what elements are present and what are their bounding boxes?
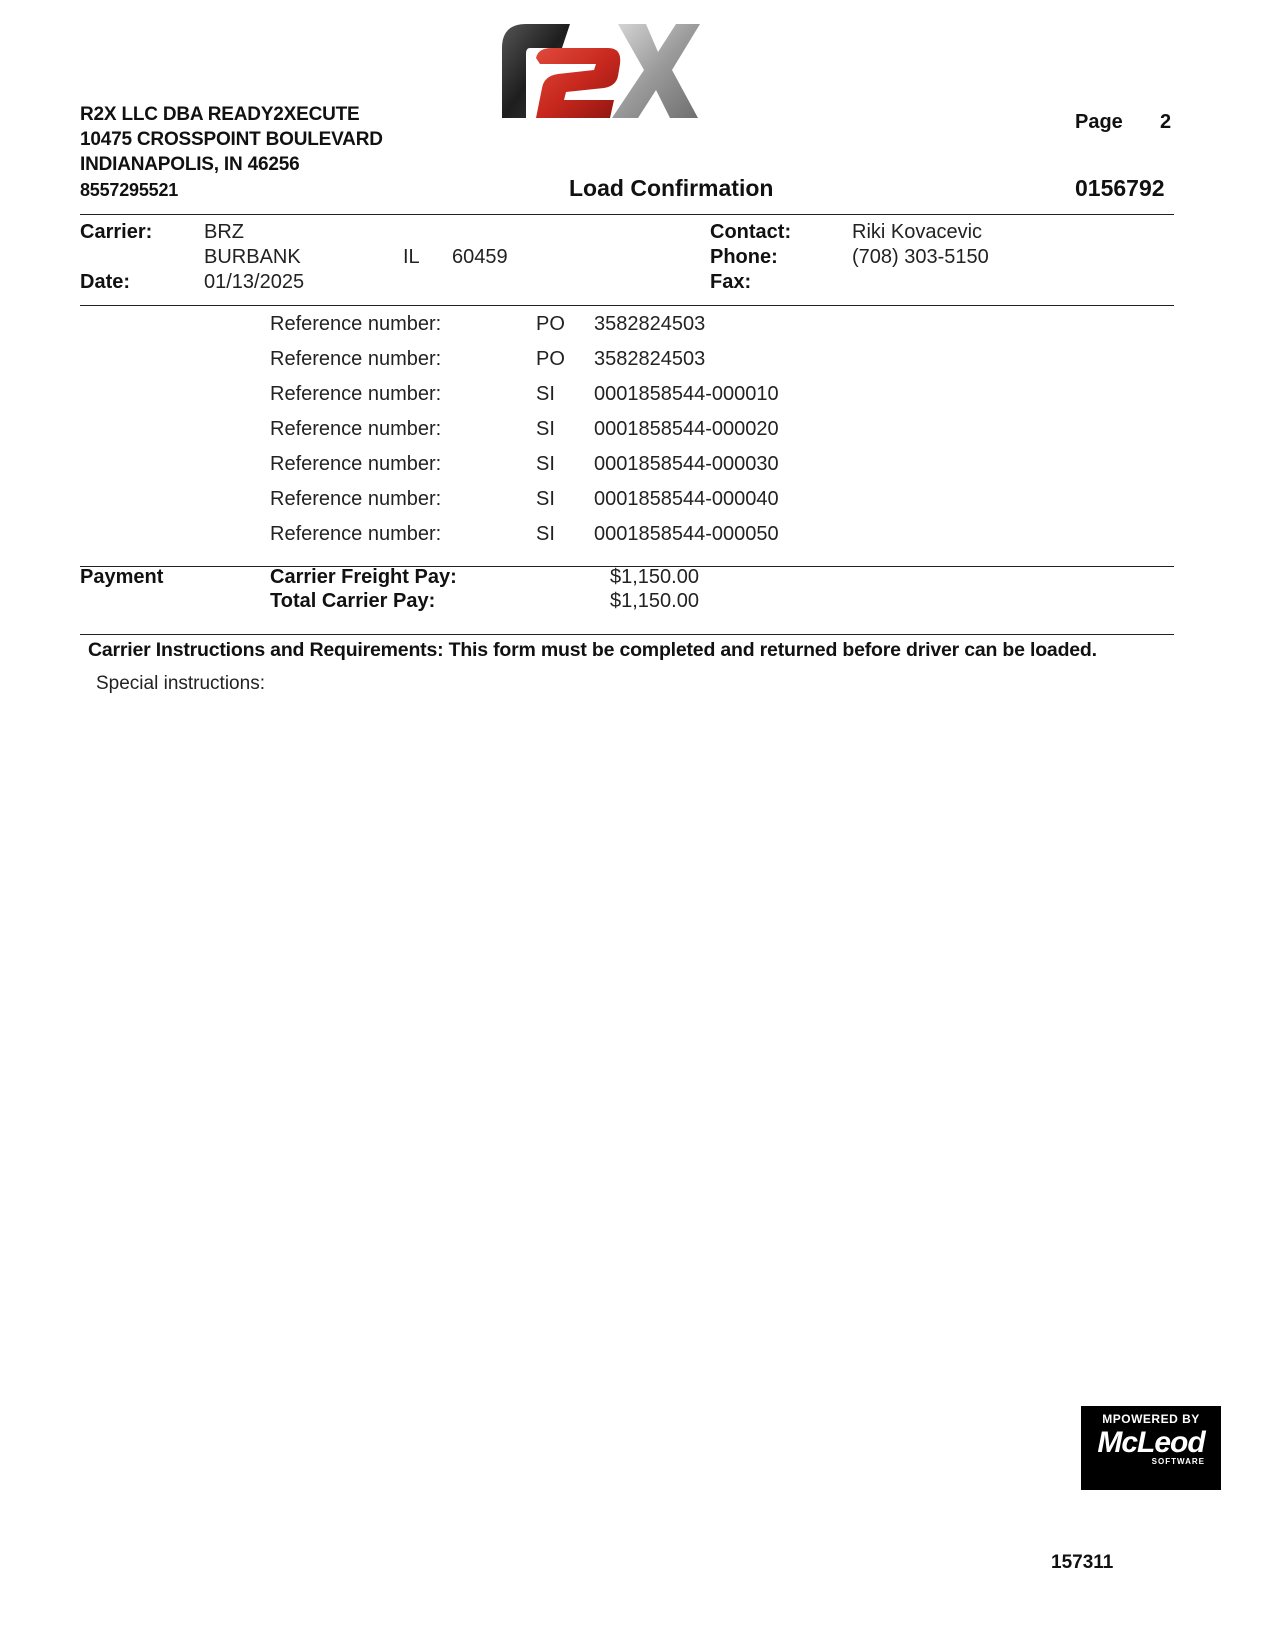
reference-type: PO: [536, 348, 565, 370]
date-label: Date:: [80, 271, 131, 293]
reference-value: 0001858544-000040: [594, 488, 779, 510]
reference-value: 0001858544-000020: [594, 418, 779, 440]
reference-type: SI: [536, 488, 555, 510]
special-instructions-label: Special instructions:: [96, 673, 265, 694]
instructions-heading: Carrier Instructions and Requirements: This form must be completed and returned before driver can be loaded.: [88, 639, 1097, 661]
reference-type: SI: [536, 523, 555, 545]
company-address: 10475 CROSSPOINT BOULEVARD: [80, 129, 383, 150]
reference-type: SI: [536, 453, 555, 475]
carrier-zip: 60459: [452, 246, 508, 268]
total-pay-label: Total Carrier Pay:: [270, 590, 436, 612]
contact-label: Contact:: [710, 221, 792, 243]
reference-value: 3582824503: [594, 348, 706, 370]
badge-brand-text: McLeod: [1097, 1426, 1205, 1459]
reference-label: Reference number:: [270, 523, 442, 545]
reference-type: SI: [536, 418, 555, 440]
company-name: R2X LLC DBA READY2XECUTE: [80, 104, 360, 125]
reference-value: 0001858544-000050: [594, 523, 779, 545]
payment-divider: [80, 634, 1174, 635]
r2x-logo: [500, 18, 700, 128]
freight-pay-label: Carrier Freight Pay:: [270, 566, 457, 588]
document-title: Load Confirmation: [569, 175, 774, 201]
contact-value: Riki Kovacevic: [852, 221, 983, 243]
reference-value: 0001858544-000030: [594, 453, 779, 475]
company-phone: 8557295521: [80, 180, 179, 200]
page-label: Page: [1075, 111, 1123, 133]
phone-value: (708) 303-5150: [852, 246, 989, 268]
carrier-state: IL: [403, 246, 420, 268]
carrier-city: BURBANK: [204, 246, 301, 268]
phone-label: Phone:: [710, 246, 778, 268]
badge-top-text: MPOWERED BY: [1102, 1412, 1200, 1426]
reference-label: Reference number:: [270, 488, 442, 510]
company-city-state-zip: INDIANAPOLIS, IN 46256: [80, 154, 300, 175]
reference-label: Reference number:: [270, 348, 442, 370]
header-divider: [80, 214, 1174, 215]
reference-value: 3582824503: [594, 313, 706, 335]
carrier-label: Carrier:: [80, 221, 153, 243]
reference-type: SI: [536, 383, 555, 405]
document-number: 0156792: [1075, 175, 1165, 201]
date-value: 01/13/2025: [204, 271, 305, 293]
reference-label: Reference number:: [270, 453, 442, 475]
reference-label: Reference number:: [270, 418, 442, 440]
reference-type: PO: [536, 313, 565, 335]
fax-label: Fax:: [710, 271, 752, 293]
page-number: 2: [1160, 111, 1172, 133]
freight-pay-value: $1,150.00: [610, 566, 699, 588]
reference-value: 0001858544-000010: [594, 383, 779, 405]
badge-sub-text: SOFTWARE: [1151, 1457, 1205, 1466]
total-pay-value: $1,150.00: [610, 590, 699, 612]
reference-label: Reference number:: [270, 383, 442, 405]
footer-code: 157311: [1051, 1552, 1114, 1573]
payment-label: Payment: [80, 566, 164, 588]
carrier-name: BRZ: [204, 221, 244, 243]
mcleod-badge: [1081, 1406, 1221, 1490]
carrier-divider: [80, 305, 1174, 306]
reference-label: Reference number:: [270, 313, 442, 335]
